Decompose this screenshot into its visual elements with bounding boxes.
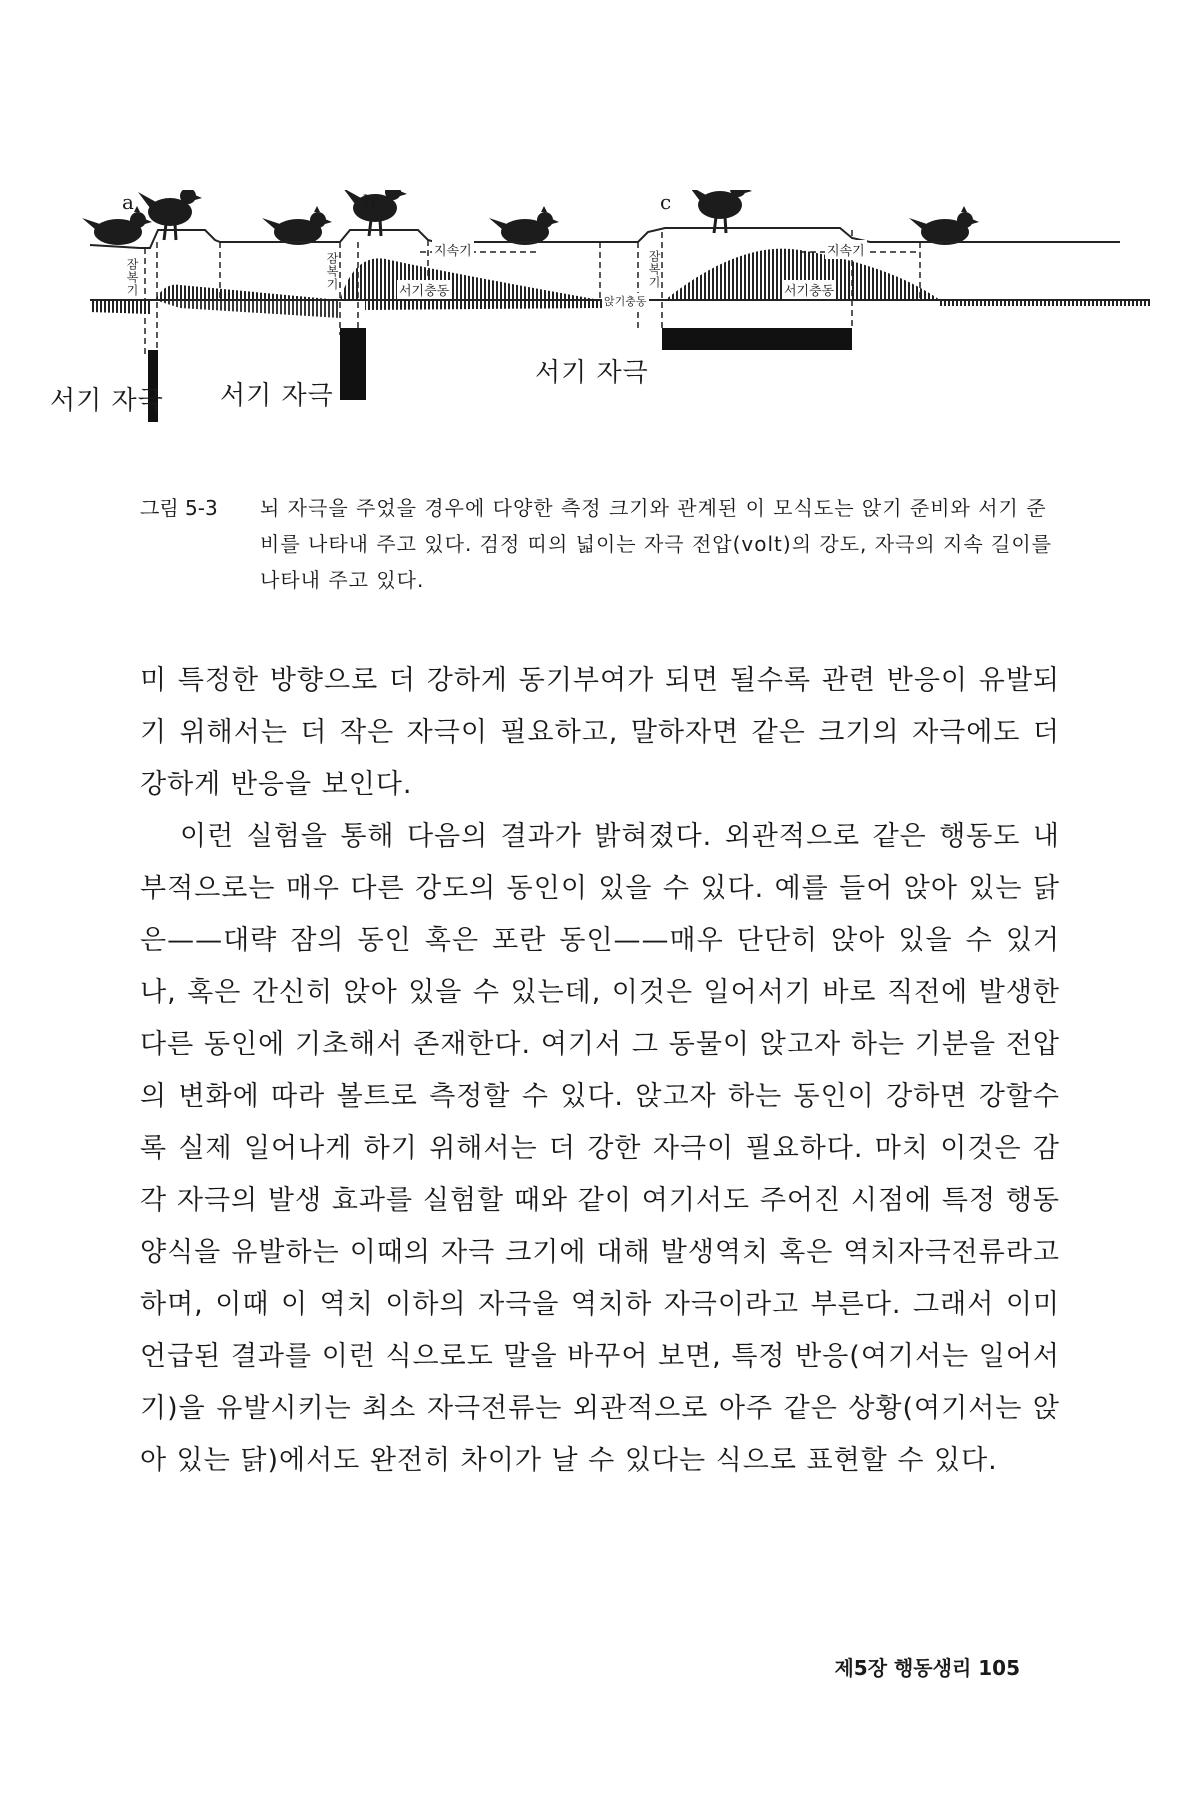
hen-standing-icon	[688, 190, 752, 233]
hen-sitting-icon	[262, 206, 332, 245]
page-number: 105	[978, 1656, 1020, 1680]
sitting-drive-area	[90, 300, 150, 314]
paragraph: 이런 실험을 통해 다음의 결과가 밝혀졌다. 외관적으로 같은 행동도 내부적으로는 매우 다른 강도의 동인이 있을 수 있다. 예를 들어 앉아 있는 닭은——대략 잠의 동인 혹은 포란 동인——매우 단단히 앉아 있을 수 있거나, 혹은 간신히 앉아 있을 수 있는데, 이것은 일어서기 바로 직전에 발생한 다른 동인에 기초해서 존재한다. 여기서 그 동물이 앉고자 하는 기분을 전압의 변화에 따라 볼트로 측정할 수 있다. 앉고자 하는 동인이 강하면 강할수록 실제 일어나게 하기 위해서는 더 강한 자극이 필요하다. 마치 이것은 감각 자극의 발생 효과를 실험할 때와 같이 여기서도 주어진 시점에 특정 행동양식을 유발하는 이때의 자극 크기에 대해 발생역치 혹은 역치자극전류라고 하며, 이때 이 역치 이하의 자극을 역치하 자극이라고 부른다. 그래서 이미 언급된 결과를 이런 식으로도 말을 바꾸어 보면, 특정 반응(여기서는 일어서기)을 유발시키는 최소 자극전류는 외관적으로 아주 같은 상황(여기서는 앉아 있는 닭)에서도 완전히 차이가 날 수 있다는 식으로 표현할 수 있다.	[140, 821, 1060, 1476]
standing-drive-label-b: 서기충동	[397, 280, 451, 299]
sitting-drive-area	[365, 300, 600, 310]
panel-label-a: a	[122, 190, 134, 214]
stimulus-bar-b	[340, 328, 366, 400]
sitting-drive-area	[940, 300, 1150, 306]
hen-sitting-icon	[489, 206, 559, 245]
caption-number: 그림 5-3	[140, 496, 218, 520]
hen-sitting-icon	[82, 206, 152, 245]
hen-standing-icon	[138, 190, 202, 240]
hen-sitting-icon	[909, 206, 979, 245]
stimulus-label-b: 서기 자극	[220, 381, 334, 411]
sitting-drive-label: 앉기충동	[604, 295, 647, 308]
caption-text: 뇌 자극을 주었을 경우에 다양한 측정 크기와 관계된 이 모식도는 앉기 준비와 서기 준비를 나타내 주고 있다. 검정 띠의 넓이는 자극 전압(volt)의 강도, 자극의 지속 길이를 나타내 주고 있다.	[260, 496, 1052, 592]
figure-caption	[140, 490, 1060, 598]
standing-drive-area	[155, 285, 340, 300]
figure-diagram	[40, 190, 1160, 470]
duration-label-b: 지속기	[432, 240, 474, 259]
chapter-title: 제5장 행동생리	[834, 1656, 972, 1680]
stimulus-label-a: 서기 자극	[50, 386, 164, 416]
standing-drive-label-c: 서기충동	[782, 280, 836, 299]
panel-label-b: b	[363, 190, 376, 214]
page-footer	[780, 1652, 1020, 1681]
duration-label-c: 지속기	[825, 240, 867, 259]
panel-label-c: c	[660, 190, 672, 214]
sitting-drive-area	[155, 300, 340, 318]
latency-label-a: 잠복기	[125, 258, 139, 297]
figure	[40, 190, 1160, 470]
body-text	[140, 655, 1060, 1487]
stimulus-label-c: 서기 자극	[535, 358, 649, 388]
standing-drive-area	[340, 258, 600, 300]
latency-label-b: 잠복기	[325, 252, 339, 291]
stimulus-bar-c	[662, 328, 852, 350]
latency-label-c: 잠복기	[647, 250, 661, 289]
paragraph: 미 특정한 방향으로 더 강하게 동기부여가 되면 될수록 관련 반응이 유발되기 위해서는 더 작은 자극이 필요하고, 말하자면 같은 크기의 자극에도 더 강하게 반응을 보인다.	[140, 665, 1060, 800]
